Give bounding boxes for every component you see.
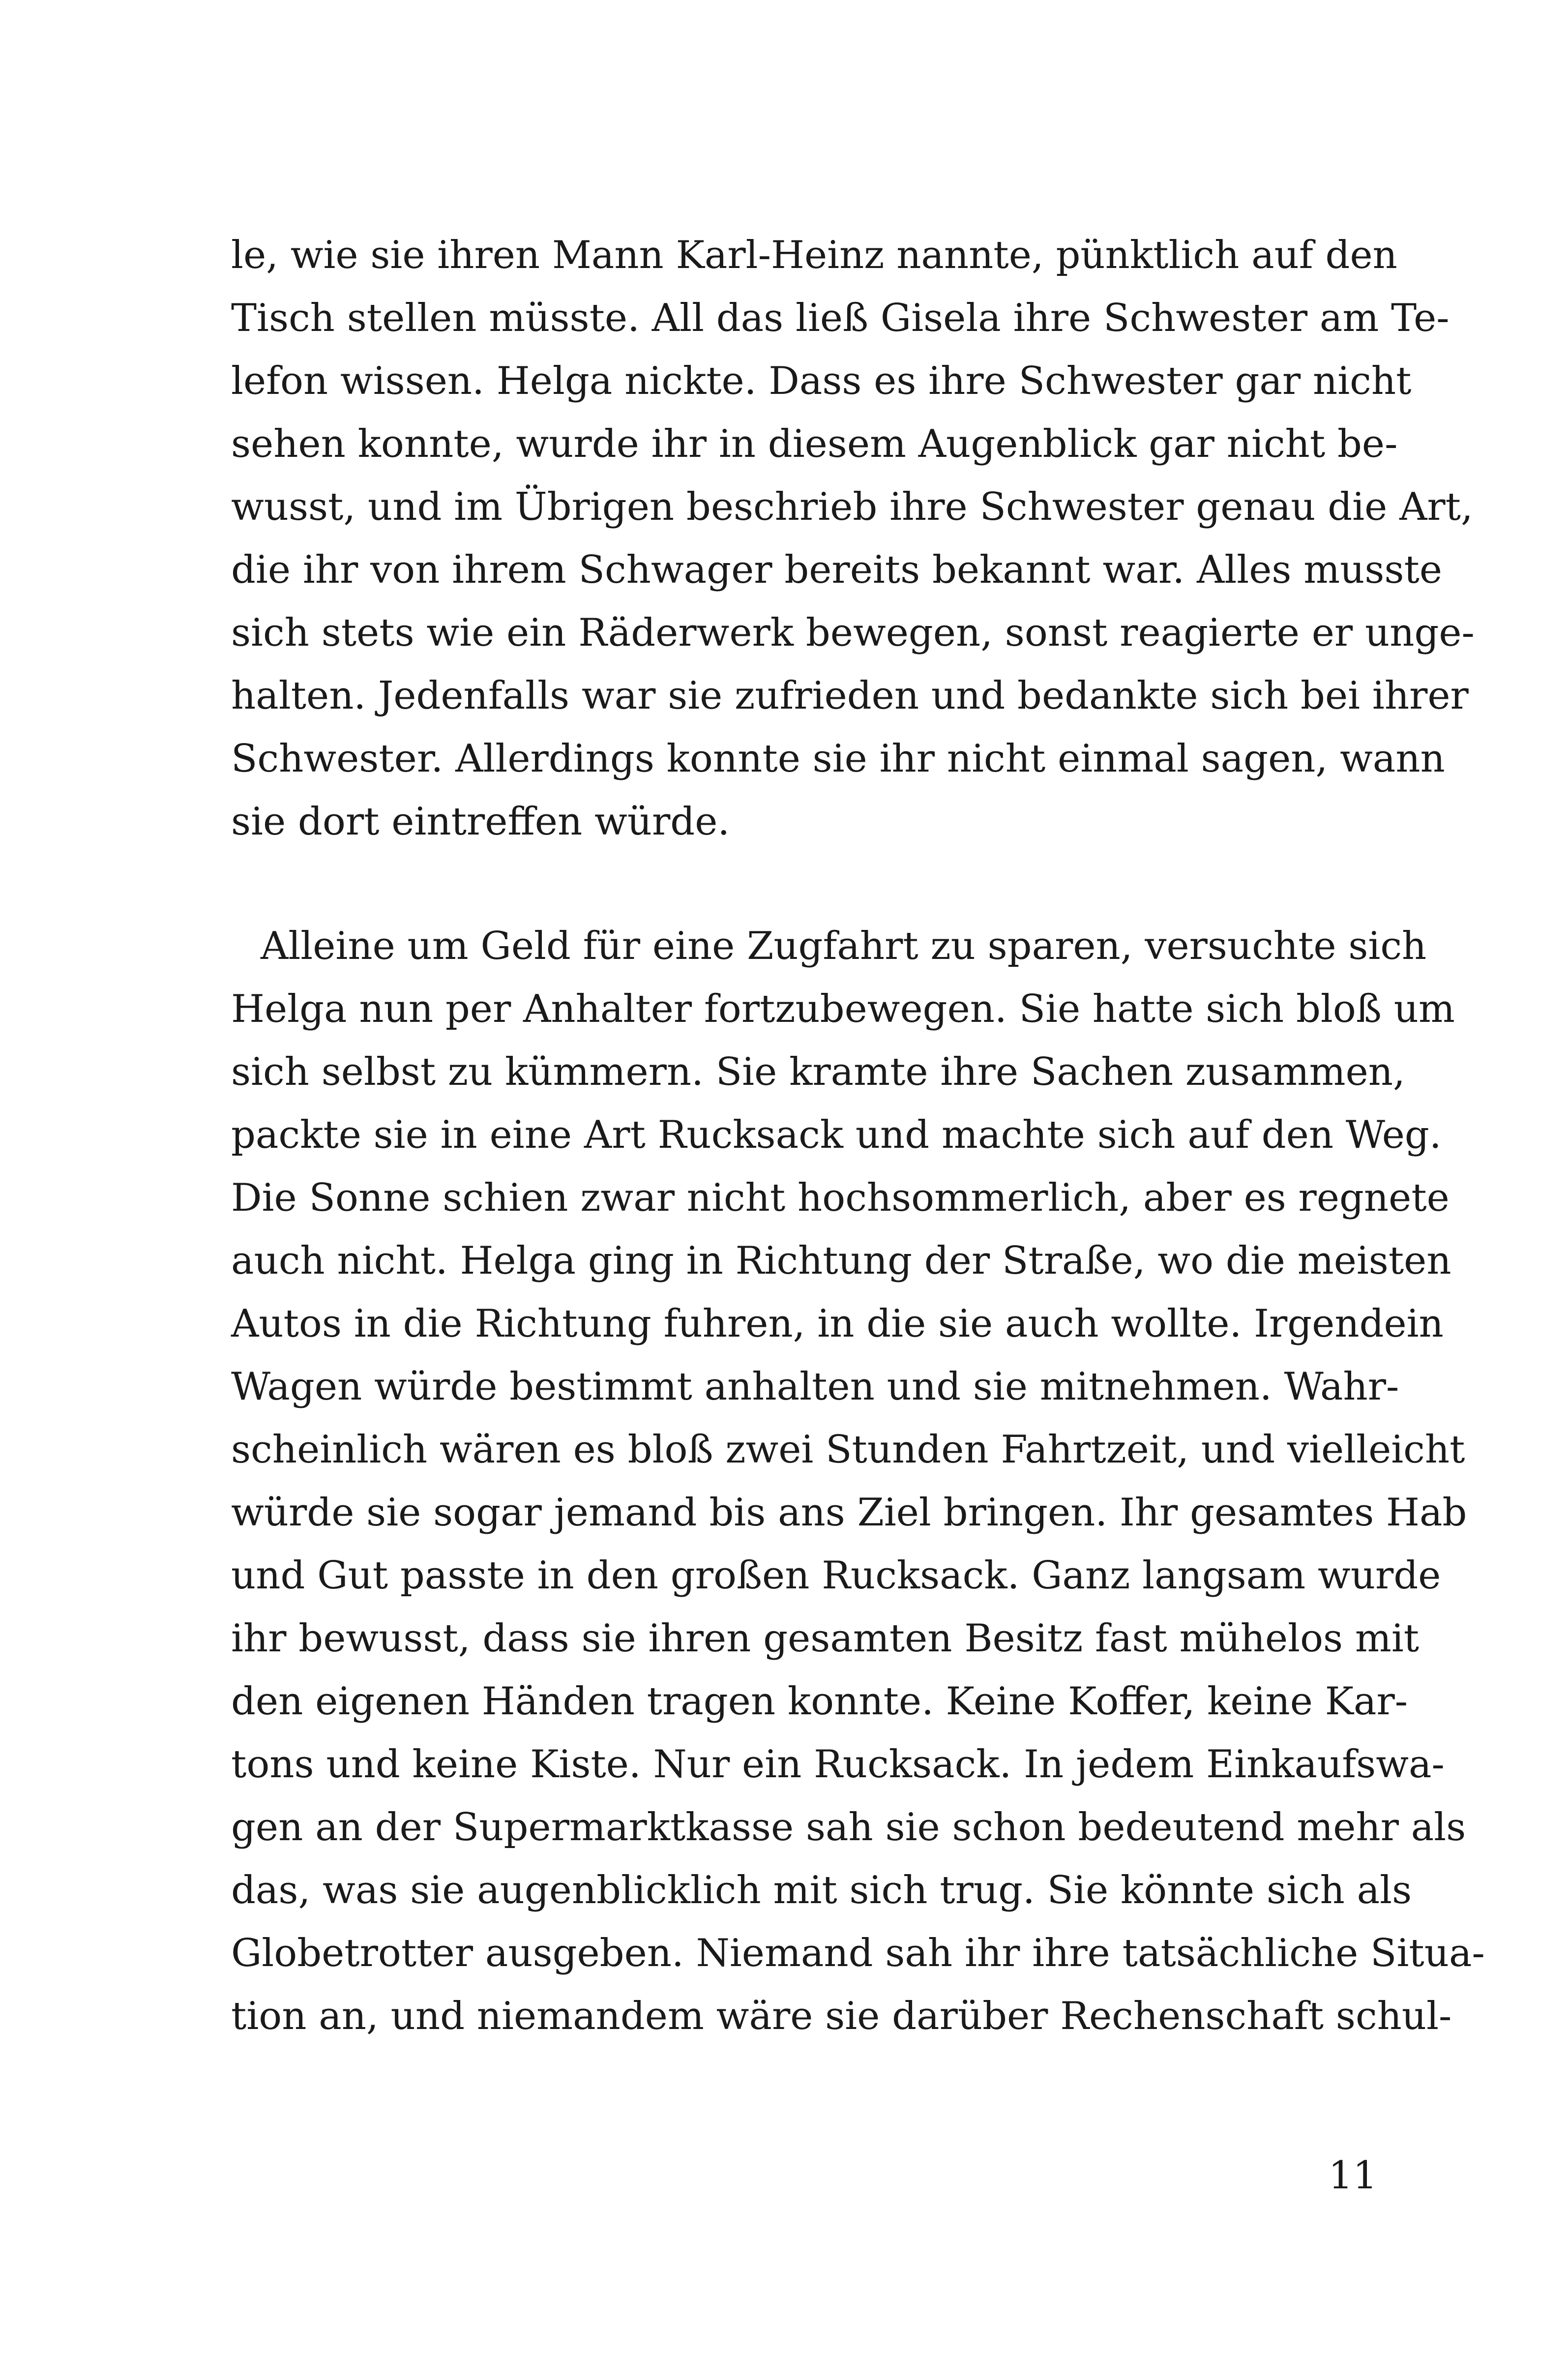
text-line: Die Sonne schien zwar nicht hochsommerlich, aber es regnete <box>231 1176 1450 1220</box>
paragraph-2 <box>231 915 1485 2048</box>
text-line: scheinlich wären es bloß zwei Stunden Fahrtzeit, und vielleicht <box>231 1428 1465 1472</box>
text-line: lefon wissen. Helga nickte. Dass es ihre Schwester gar nicht <box>231 359 1412 403</box>
text-line: tion an, und niemandem wäre sie darüber Rechenschaft schul- <box>231 1994 1452 2038</box>
text-line: den eigenen Händen tragen konnte. Keine Koffer, keine Kar- <box>231 1679 1408 1724</box>
text-line: würde sie sogar jemand bis ans Ziel bringen. Ihr gesamtes Hab <box>231 1491 1467 1535</box>
page-number: 11 <box>1328 2153 1377 2198</box>
text-line: die ihr von ihrem Schwager bereits bekannt war. Alles musste <box>231 548 1442 592</box>
text-line: gen an der Supermarktkasse sah sie schon bedeutend mehr als <box>231 1805 1466 1850</box>
text-line: auch nicht. Helga ging in Richtung der Straße, wo die meisten <box>231 1239 1451 1283</box>
text-line: Helga nun per Anhalter fortzubewegen. Sie hatte sich bloß um <box>231 987 1455 1031</box>
text-line: wusst, und im Übrigen beschrieb ihre Schwester genau die Art, <box>231 485 1473 529</box>
text-line: Autos in die Richtung fuhren, in die sie auch wollte. Irgendein <box>231 1302 1444 1346</box>
text-line: packte sie in eine Art Rucksack und machte sich auf den Weg. <box>231 1113 1442 1157</box>
text-line: tons und keine Kiste. Nur ein Rucksack. In jedem Einkaufswa- <box>231 1742 1445 1787</box>
text-line: Tisch stellen müsste. All das ließ Gisela ihre Schwester am Te- <box>231 296 1450 340</box>
text-line: Alleine um Geld für eine Zugfahrt zu sparen, versuchte sich <box>261 924 1427 968</box>
text-line: das, was sie augenblicklich mit sich trug. Sie könnte sich als <box>231 1868 1412 1912</box>
text-line: sehen konnte, wurde ihr in diesem Augenblick gar nicht be- <box>231 422 1398 466</box>
text-line: sie dort eintreffen würde. <box>231 800 730 844</box>
text-line: Wagen würde bestimmt anhalten und sie mitnehmen. Wahr- <box>231 1365 1399 1409</box>
text-line: sich stets wie ein Räderwerk bewegen, sonst reagierte er unge- <box>231 611 1475 655</box>
text-line: sich selbst zu kümmern. Sie kramte ihre Sachen zusammen, <box>231 1050 1405 1094</box>
text-line: le, wie sie ihren Mann Karl-Heinz nannte, pünktlich auf den <box>231 233 1397 277</box>
text-line: Schwester. Allerdings konnte sie ihr nicht einmal sagen, wann <box>231 737 1445 781</box>
paragraph-1 <box>231 224 1475 853</box>
text-line: und Gut passte in den großen Rucksack. Ganz langsam wurde <box>231 1553 1441 1598</box>
text-line: halten. Jedenfalls war sie zufrieden und bedankte sich bei ihrer <box>231 674 1469 718</box>
text-line: ihr bewusst, dass sie ihren gesamten Besitz fast mühelos mit <box>231 1616 1420 1661</box>
text-line: Globetrotter ausgeben. Niemand sah ihr ihre tatsächliche Situa- <box>231 1931 1485 1975</box>
